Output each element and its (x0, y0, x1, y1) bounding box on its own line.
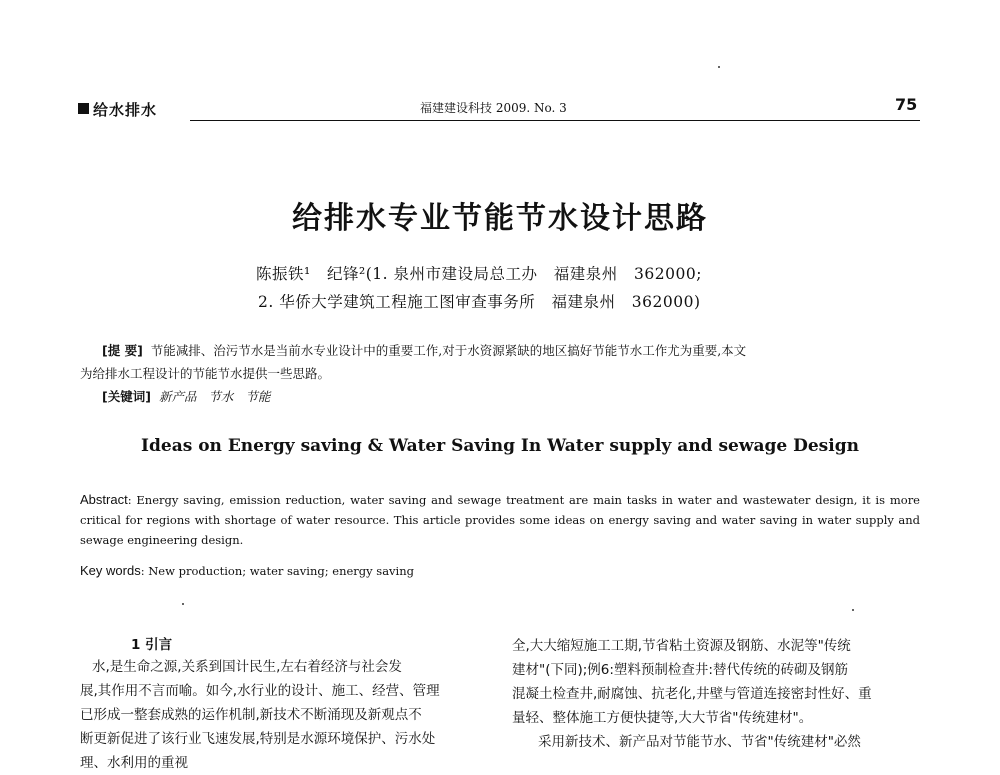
authors-affiliation-line-1: 陈振铁¹ 纪锋²(1. 泉州市建设局总工办 福建泉州 362000; (256, 265, 702, 283)
abstract-label: [提 要] (102, 343, 143, 358)
scan-speck (182, 603, 184, 605)
page-number: 75 (895, 95, 918, 114)
body-line: 展,其作用不言而喻。如今,水行业的设计、施工、经营、管理 (80, 683, 440, 699)
keywords-label: [关键词] (102, 389, 151, 404)
body-line: 混凝土检查井,耐腐蚀、抗老化,井壁与管道连接密封性好、重 (512, 686, 872, 702)
body-line: 量轻、整体施工方便快捷等,大大节省"传统建材"。 (512, 710, 813, 726)
english-title: Ideas on Energy saving & Water Saving In Water supply and sewage Design (141, 436, 859, 456)
body-line: 断更新促进了该行业飞速发展,特别是水源环境保护、污水处 (80, 731, 436, 747)
scan-speck (718, 66, 720, 68)
chinese-abstract (80, 339, 920, 385)
body-line: 水,是生命之源,关系到国计民生,左右着经济与社会发 (92, 659, 402, 675)
keywords-values: 新产品 节水 节能 (158, 389, 271, 404)
scan-speck (852, 609, 854, 611)
body-line: 建材"(下同);例6:塑料预制检查井:替代传统的砖砌及钢筋 (512, 662, 848, 678)
english-keywords-label: Key words (80, 563, 141, 578)
english-keywords (80, 563, 414, 578)
body-line-cut: 理、水利用的重视 (80, 755, 188, 771)
body-right-column (512, 634, 920, 754)
body-line: 采用新技术、新产品对节能节水、节省"传统建材"必然 (538, 734, 861, 750)
body-line: 全,大大缩短施工工期,节省粘土资源及钢筋、水泥等"传统 (512, 638, 851, 654)
running-header-section: 给水排水 (93, 101, 158, 119)
authors-affiliation-line-2: 2. 华侨大学建筑工程施工图审查事务所 福建泉州 362000) (258, 293, 701, 311)
header-rule (190, 120, 920, 121)
abstract-text-line-1: 节能减排、治污节水是当前水专业设计中的重要工作,对于水资源紧缺的地区搞好节能节水工作尤为重要,本文 (150, 343, 747, 358)
abstract-text-line-2: 为给排水工程设计的节能节水提供一些思路。 (80, 366, 331, 381)
running-header-journal: 福建建设科技 2009. No. 3 (420, 101, 567, 115)
chinese-keywords (102, 387, 270, 405)
body-line: 已形成一整套成熟的运作机制,新技术不断涌现及新观点不 (80, 707, 422, 723)
section-marker-square (78, 103, 89, 114)
english-abstract-label: Abstract (80, 492, 128, 507)
body-left-column (80, 655, 498, 771)
paper-title: 给排水专业节能节水设计思路 (292, 201, 708, 236)
english-abstract (80, 490, 920, 550)
section-heading-introduction: 1 引言 (131, 637, 173, 653)
english-keywords-values: : New production; water saving; energy saving (140, 564, 414, 578)
english-abstract-text: : Energy saving, emission reduction, water saving and sewage treatment are main tasks in water and wastewater design, it is more critical for regions with shortage of water resource. This article provides some ideas on energy saving and water saving in water supply and sewage engineering design. (80, 493, 920, 547)
